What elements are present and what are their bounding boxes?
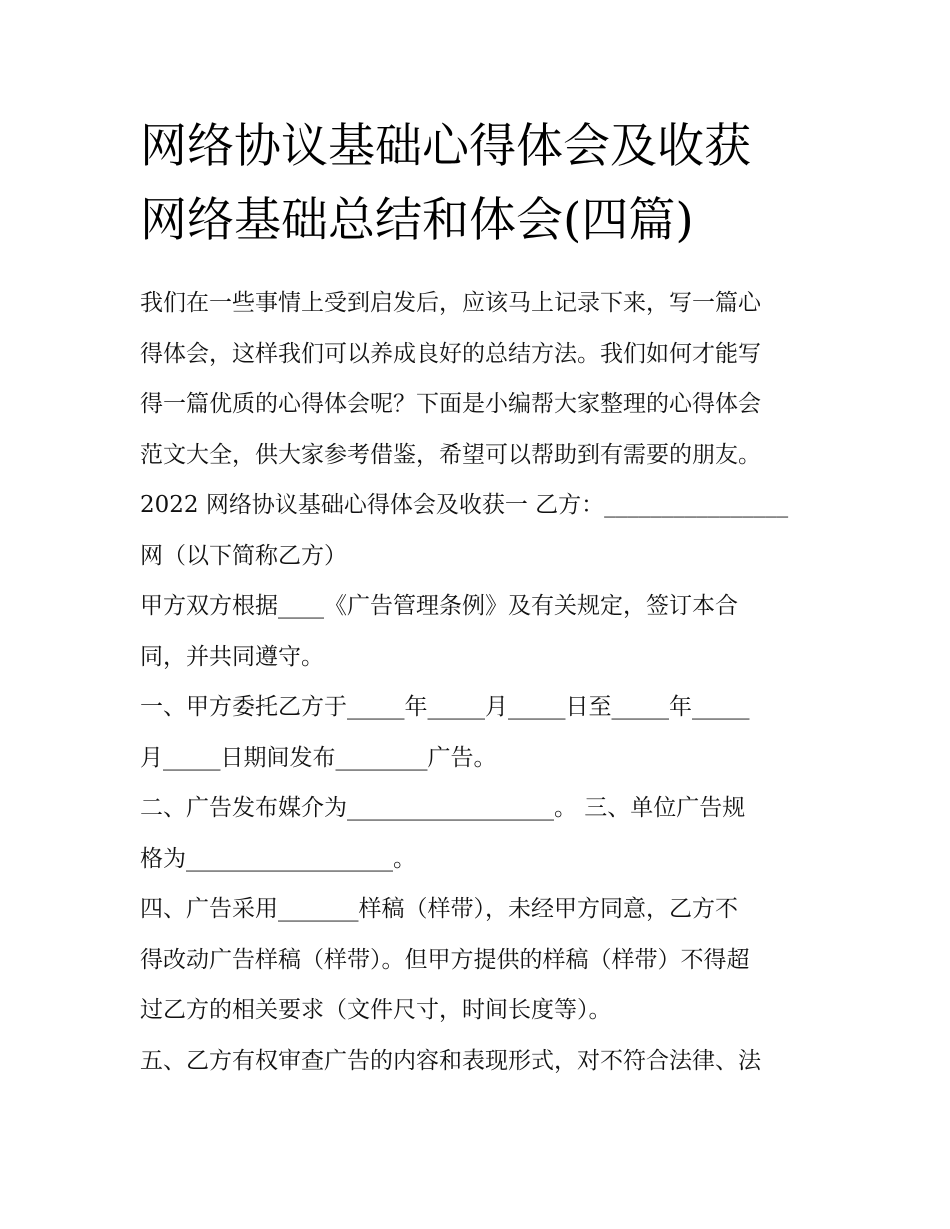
text-line: 甲方双方根据____《广告管理条例》及有关规定，签订本合 [140, 593, 738, 619]
text-line: 一、甲方委托乙方于_____年_____月_____日至_____年_____ [140, 694, 750, 720]
section-heading-paragraph [140, 480, 815, 581]
text-line: 二、广告发布媒介为__________________。 三、单位广告规 [140, 795, 746, 821]
clause-2-3 [140, 783, 815, 884]
clause-1 [140, 682, 815, 783]
text-line: 同，并共同遵守。 [140, 643, 324, 670]
text-line: 格为__________________。 [140, 845, 416, 872]
text-line: 得一篇优质的心得体会呢？下面是小编帮大家整理的心得体会 [140, 391, 761, 417]
clause-5 [140, 1036, 815, 1087]
text-line: 网（以下简称乙方） [140, 542, 347, 569]
text-line: 四、广告采用_______样稿（样带），未经甲方同意，乙方不 [140, 896, 738, 922]
text-line: 月_____日期间发布________广告。 [140, 744, 497, 771]
text-line: 得体会，这样我们可以养成良好的总结方法。我们如何才能写 [140, 340, 761, 367]
text-line: 五、乙方有权审查广告的内容和表现形式，对不符合法律、法 [140, 1047, 761, 1074]
clause-4 [140, 884, 815, 1036]
text-line: 我们在一些事情上受到启发后，应该马上记录下来，写一篇心 [140, 290, 761, 316]
document-title [140, 110, 815, 258]
text-line: 过乙方的相关要求（文件尺寸，时间长度等）。 [140, 997, 612, 1023]
text-line: 2022 网络协议基础心得体会及收获一 乙方：________________ [140, 492, 789, 518]
document-content [140, 110, 815, 1086]
text-line: 得改动广告样稿（样带）。但甲方提供的样稿（样带）不得超 [140, 946, 750, 973]
document-body [140, 278, 815, 1086]
title-line: 网络协议基础心得体会及收获 [140, 119, 751, 174]
agreement-paragraph [140, 581, 815, 682]
text-line: 范文大全，供大家参考借鉴，希望可以帮助到有需要的朋友。 [140, 441, 761, 468]
intro-paragraph [140, 278, 815, 480]
title-line: 网络基础总结和体会(四篇) [140, 193, 694, 248]
